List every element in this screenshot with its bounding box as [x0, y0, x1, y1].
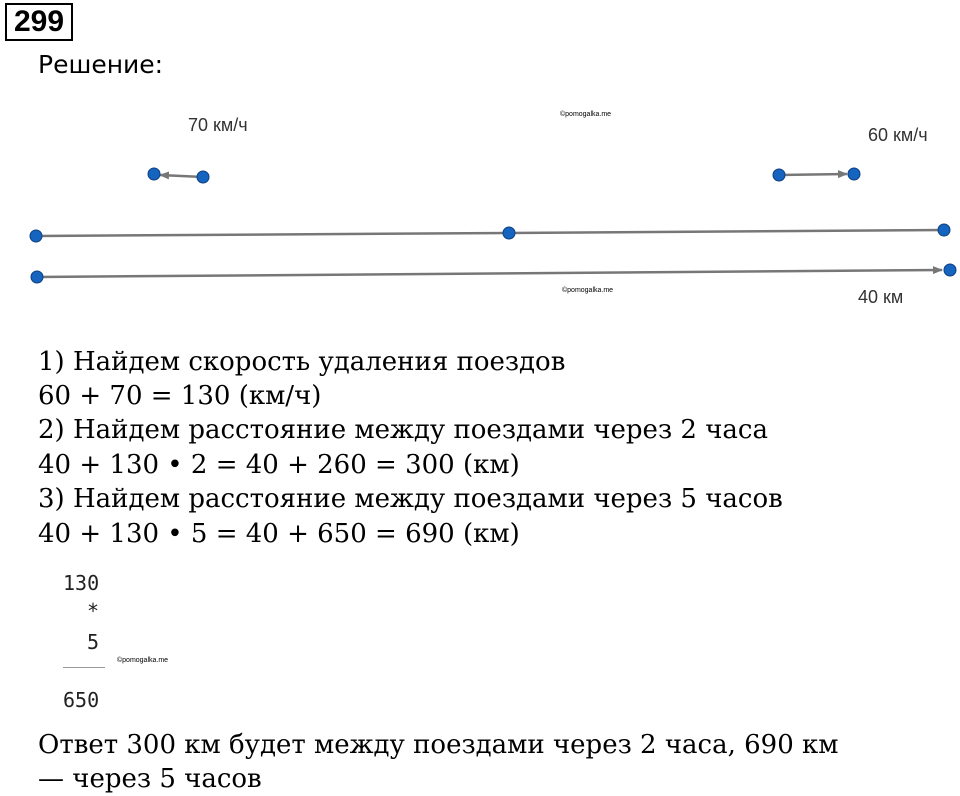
step-1-calc: 60 + 70 = 130 (км/ч)	[38, 381, 322, 411]
step-2-calc: 40 + 130 • 2 = 40 + 260 = 300 (км)	[38, 450, 520, 480]
speed-right-label: 60 км/ч	[868, 125, 928, 145]
step-1-title: 1) Найдем скорость удаления поездов	[38, 347, 566, 377]
distance-start-point	[31, 271, 43, 283]
calc-multiplier: 5	[87, 630, 100, 654]
left-arrow-start-point	[197, 171, 209, 183]
track-left-point	[30, 230, 42, 242]
track-right-segment	[509, 230, 944, 233]
left-arrow-end-point	[148, 168, 160, 180]
solution-label: Решение:	[38, 50, 164, 79]
distance-arrow	[37, 270, 942, 277]
watermark-top: ©pomogalka.me	[560, 111, 612, 118]
step-3-calc: 40 + 130 • 5 = 40 + 650 = 690 (км)	[38, 519, 520, 549]
calc-operator: *	[87, 599, 100, 623]
right-arrow-end-point	[848, 168, 860, 180]
train-diagram	[0, 95, 960, 310]
distance-label: 40 км	[858, 287, 904, 307]
track-middle-point	[503, 227, 515, 239]
right-speed-arrow	[779, 174, 847, 175]
calc-multiplicand: 130	[63, 571, 100, 595]
step-3-title: 3) Найдем расстояние между поездами через 5 часов	[38, 484, 783, 514]
right-arrow-start-point	[773, 169, 785, 181]
distance-end-point	[944, 264, 956, 276]
step-2-title: 2) Найдем расстояние между поездами через 2 часа	[38, 415, 768, 445]
watermark-middle: ©pomogalka.me	[562, 287, 614, 294]
speed-left-label: 70 км/ч	[188, 115, 248, 135]
track-right-point	[938, 224, 950, 236]
calc-result: 650	[63, 688, 100, 712]
answer-line-2: — через 5 часов	[38, 764, 262, 794]
track-left-segment	[36, 233, 509, 236]
calc-watermark: ©pomogalka.me	[117, 657, 169, 664]
problem-number: 299	[5, 3, 73, 41]
answer-line-1: Ответ 300 км будет между поездами через 2 часа, 690 км	[38, 730, 839, 760]
calc-divider	[63, 667, 105, 668]
